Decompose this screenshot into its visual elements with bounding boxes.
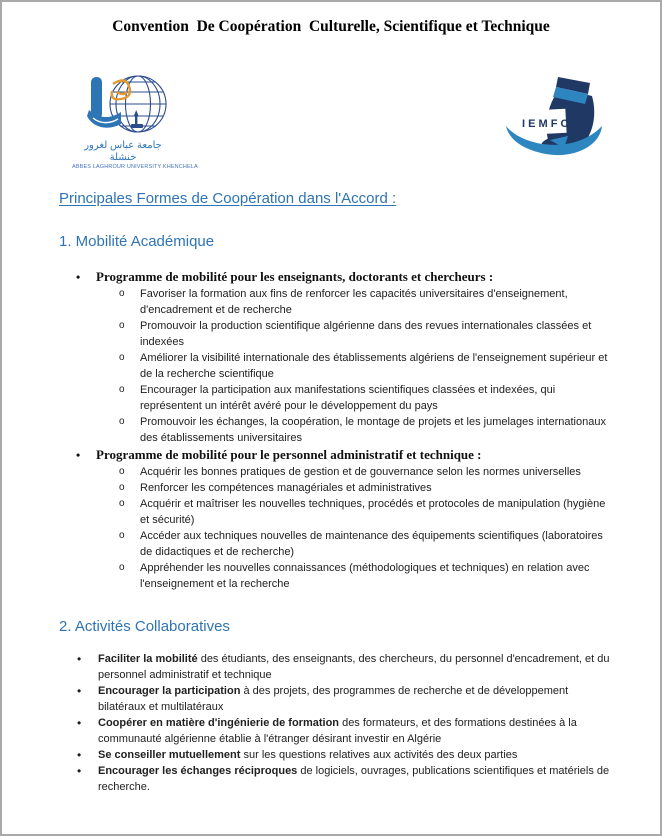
sub-bullet-item <box>59 560 616 592</box>
university-name-arabic: جامعة عباس لغرور خنشلة <box>84 140 162 163</box>
program-sub-list <box>59 464 616 592</box>
sub-item-text: Promouvoir la production scientifique algérienne dans des revues internationales classées et indexées <box>140 320 592 348</box>
program-label-row <box>59 268 616 286</box>
collab-item-text: Encourager les échanges réciproques de logiciels, ouvrages, publications scientifiques et matériels de recherche. <box>98 765 610 793</box>
sub-item-text: Appréhender les nouvelles connaissances (méthodologiques et techniques) en relation avec l'enseignement et la recherche <box>140 562 590 590</box>
section1-list <box>59 268 616 592</box>
sub-item-text: Améliorer la visibilité internationale des établissements algériens de l'enseignement supérieur et de la recherche scientifique <box>140 352 608 380</box>
sub-bullet-item <box>59 528 616 560</box>
sub-item-text: Accéder aux techniques nouvelles de maintenance des équipements scientifiques (laboratoires de didactiques et de recherche) <box>140 530 603 558</box>
sub-bullet-item <box>59 496 616 528</box>
circle-bullet-icon: o <box>119 482 125 493</box>
iemfc-logo-text: I E M F C <box>522 118 569 130</box>
sub-bullet-item <box>59 382 616 414</box>
collab-item-lead: Encourager les échanges réciproques <box>98 765 298 777</box>
iemfc-logo <box>498 74 612 165</box>
university-logo-icon <box>75 72 171 136</box>
collab-bullet-item <box>59 715 616 747</box>
collab-bullet-item <box>59 683 616 715</box>
program-group <box>59 268 616 446</box>
circle-bullet-icon: o <box>119 466 125 477</box>
sub-bullet-item <box>59 318 616 350</box>
circle-bullet-icon: o <box>119 320 125 331</box>
sub-item-text: Acquérir et maîtriser les nouvelles techniques, procédés et protocoles de manipulation (hygiène et sécurité) <box>140 498 606 526</box>
sub-item-text: Favoriser la formation aux fins de renforcer les capacités universitaires d'enseignement, d'encadrement et de recherche <box>140 288 568 316</box>
main-heading: Principales Formes de Coopération dans l'Accord : <box>59 190 397 207</box>
section2-list <box>59 651 616 795</box>
logo-row <box>2 72 660 168</box>
bullet-icon: • <box>77 748 82 762</box>
sub-item-text: Promouvoir les échanges, la coopération, le montage de projets et les jumelages internationaux des établissements universitaires <box>140 416 606 444</box>
program-label: Programme de mobilité pour le personnel administratif et technique : <box>96 447 482 462</box>
university-logo <box>72 72 198 170</box>
circle-bullet-icon: o <box>119 416 125 427</box>
sub-bullet-item <box>59 480 616 496</box>
circle-bullet-icon: o <box>119 498 125 509</box>
collab-item-lead: Coopérer en matière d'ingénierie de formation <box>98 717 340 729</box>
section1-heading: 1. Mobilité Académique <box>59 233 215 250</box>
section2-heading: 2. Activités Collaboratives <box>59 618 230 635</box>
sub-item-text: Encourager la participation aux manifestations scientifiques classées et indexées, qui représentent un intérêt avéré pour le développement du pays <box>140 384 556 412</box>
program-sub-list <box>59 286 616 446</box>
program-label-row <box>59 446 616 464</box>
bullet-icon: • <box>76 448 81 462</box>
sub-bullet-item <box>59 350 616 382</box>
collab-item-lead: Faciliter la mobilité <box>98 653 198 665</box>
circle-bullet-icon: o <box>119 352 125 363</box>
sub-bullet-item <box>59 414 616 446</box>
circle-bullet-icon: o <box>119 288 125 299</box>
collab-bullet-item <box>59 651 616 683</box>
sub-bullet-item <box>59 464 616 480</box>
sub-item-text: Acquérir les bonnes pratiques de gestion et de gouvernance selon les normes universelles <box>140 466 581 478</box>
university-name-latin: ABBES LAGHROUR UNIVERSITY KHENCHELA <box>72 164 198 170</box>
sub-bullet-item <box>59 286 616 318</box>
bullet-icon: • <box>77 764 82 778</box>
circle-bullet-icon: o <box>119 384 125 395</box>
collab-item-text: Encourager la participation à des projets, des programmes de recherche et de développement bilatéraux et multilatéraux <box>98 685 569 713</box>
collab-bullet-item <box>59 763 616 795</box>
collab-bullet-item <box>59 747 616 763</box>
bullet-icon: • <box>76 270 81 284</box>
circle-bullet-icon: o <box>119 530 125 541</box>
collab-item-text: Faciliter la mobilité des étudiants, des enseignants, des chercheurs, du personnel d'encadrement, et du personnel administratif et technique <box>98 653 610 681</box>
program-group <box>59 446 616 592</box>
circle-bullet-icon: o <box>119 562 125 573</box>
bullet-icon: • <box>77 652 82 666</box>
bullet-icon: • <box>77 684 82 698</box>
bullet-icon: • <box>77 716 82 730</box>
document-title: Convention De Coopération Culturelle, Scientifique et Technique <box>112 18 550 35</box>
collab-item-lead: Se conseiller mutuellement <box>98 749 241 761</box>
iemfc-logo-icon <box>498 74 612 160</box>
collab-item-text: Se conseiller mutuellement sur les questions relatives aux activités des deux parties <box>98 749 518 761</box>
program-label: Programme de mobilité pour les enseignants, doctorants et chercheurs : <box>96 269 494 284</box>
collab-item-lead: Encourager la participation <box>98 685 241 697</box>
collab-item-text: Coopérer en matière d'ingénierie de formation des formateurs, et des formations destinées à la communauté algérienne établie à l'étranger désirant investir en Algérie <box>98 717 577 745</box>
sub-item-text: Renforcer les compétences managériales et administratives <box>140 482 432 494</box>
